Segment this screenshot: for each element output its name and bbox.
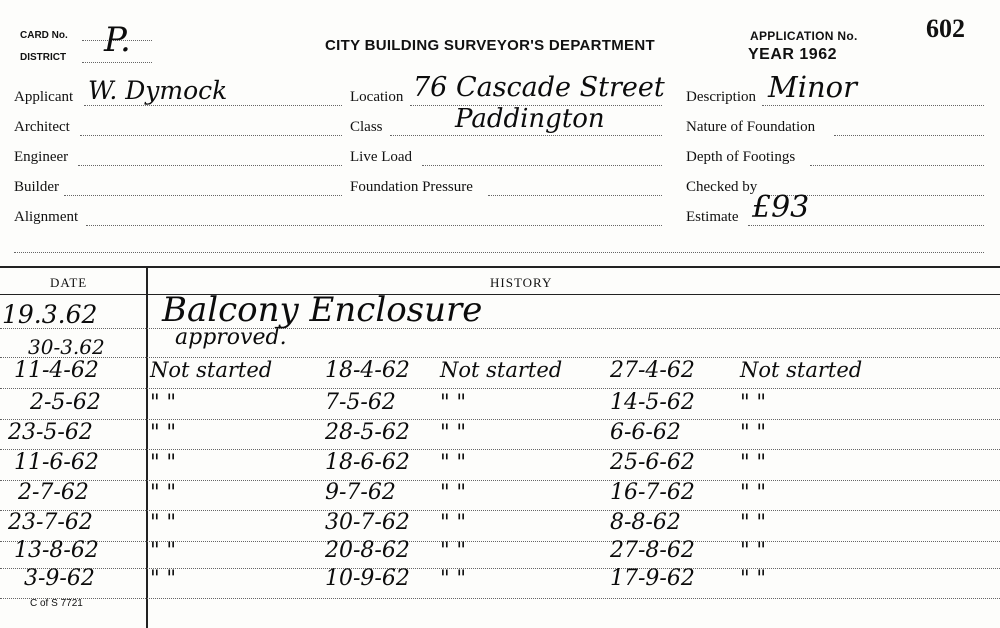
form-code: C of S 7721 xyxy=(30,598,83,609)
inspection-date-2: 7-5-62 xyxy=(325,390,396,415)
inspection-date: 3-9-62 xyxy=(24,566,95,591)
district-line xyxy=(82,62,152,63)
location-label: Location xyxy=(350,89,404,105)
applicant-line xyxy=(84,105,342,106)
inspection-status-1: " " xyxy=(150,390,176,414)
inspection-status-1: " " xyxy=(150,538,176,562)
history-column-header: HISTORY xyxy=(490,275,553,290)
inspection-date-3: 25-6-62 xyxy=(610,450,695,475)
history-header-rule xyxy=(0,294,1000,295)
history-ruled-line xyxy=(0,388,1000,389)
estimate-label: Estimate xyxy=(686,209,739,225)
class-value: Paddington xyxy=(455,104,605,134)
inspection-date-3: 27-4-62 xyxy=(610,358,695,383)
inspection-date-2: 18-4-62 xyxy=(325,358,410,383)
inspection-date-3: 16-7-62 xyxy=(610,480,695,505)
description-value: Minor xyxy=(768,70,857,104)
builder-line xyxy=(64,195,342,196)
inspection-date-3: 6-6-62 xyxy=(610,420,681,445)
inspection-status-2: " " xyxy=(440,450,466,474)
inspection-status-2: " " xyxy=(440,566,466,590)
inspection-status-1: " " xyxy=(150,510,176,534)
inspection-status-3: " " xyxy=(740,450,766,474)
description-entry-text: Balcony Enclosure xyxy=(162,290,483,330)
inspection-date-2: 18-6-62 xyxy=(325,450,410,475)
depth-of-footings-line xyxy=(810,165,984,166)
application-label: APPLICATION No. xyxy=(750,29,858,43)
inspection-date-2: 30-7-62 xyxy=(325,510,410,535)
inspection-date: 11-6-62 xyxy=(14,450,99,475)
builder-label: Builder xyxy=(14,179,59,195)
inspection-status-3: " " xyxy=(740,566,766,590)
inspection-status-3: " " xyxy=(740,480,766,504)
inspection-status-2: " " xyxy=(440,538,466,562)
alignment-label: Alignment xyxy=(14,209,79,225)
inspection-date-2: 28-5-62 xyxy=(325,420,410,445)
inspection-status-3: " " xyxy=(740,510,766,534)
description-label: Description xyxy=(686,89,756,105)
inspection-status-1: Not started xyxy=(150,358,273,382)
card-no-label: CARD No. xyxy=(20,30,68,41)
inspection-date-3: 14-5-62 xyxy=(610,390,695,415)
live-load-line xyxy=(422,165,662,166)
inspection-date-3: 27-8-62 xyxy=(610,538,695,563)
architect-line xyxy=(80,135,342,136)
blank-line xyxy=(14,252,984,253)
inspection-date-2: 9-7-62 xyxy=(325,480,396,505)
application-number: 602 xyxy=(926,14,965,43)
nature-of-foundation-line xyxy=(834,135,984,136)
date-column-header: DATE xyxy=(50,275,88,290)
inspection-status-2: " " xyxy=(440,420,466,444)
inspection-status-3: " " xyxy=(740,420,766,444)
inspection-status-1: " " xyxy=(150,480,176,504)
inspection-date-2: 10-9-62 xyxy=(325,566,410,591)
inspection-status-2: " " xyxy=(440,510,466,534)
live-load-label: Live Load xyxy=(350,149,413,165)
history-ruled-line xyxy=(0,328,1000,329)
inspection-status-1: " " xyxy=(150,566,176,590)
history-ruled-line xyxy=(0,598,1000,599)
district-value: P. xyxy=(104,20,131,60)
approval-entry-text: approved. xyxy=(175,325,287,350)
engineer-line xyxy=(78,165,342,166)
inspection-status-1: " " xyxy=(150,450,176,474)
history-top-rule xyxy=(0,266,1000,268)
department-title: CITY BUILDING SURVEYOR'S DEPARTMENT xyxy=(325,37,655,54)
class-line xyxy=(390,135,662,136)
district-label: DISTRICT xyxy=(20,52,67,63)
applicant-label: Applicant xyxy=(14,89,74,105)
inspection-status-2: " " xyxy=(440,390,466,414)
approval-entry-date: 30-3.62 xyxy=(28,335,105,359)
inspection-status-1: " " xyxy=(150,420,176,444)
inspection-date: 2-7-62 xyxy=(18,480,89,505)
location-value: 76 Cascade Street xyxy=(413,72,665,103)
inspection-status-2: Not started xyxy=(440,358,563,382)
inspection-date: 11-4-62 xyxy=(14,358,99,383)
description-entry-date: 19.3.62 xyxy=(2,300,98,329)
inspection-date-3: 17-9-62 xyxy=(610,566,695,591)
inspection-date: 2-5-62 xyxy=(30,390,101,415)
engineer-label: Engineer xyxy=(14,149,69,165)
estimate-value: £93 xyxy=(752,190,810,225)
estimate-line xyxy=(748,225,984,226)
depth-of-footings-label: Depth of Footings xyxy=(686,149,796,165)
inspection-date: 13-8-62 xyxy=(14,538,99,563)
inspection-date-3: 8-8-62 xyxy=(610,510,681,535)
class-label: Class xyxy=(350,119,383,135)
nature-of-foundation-label: Nature of Foundation xyxy=(686,119,816,135)
inspection-date-2: 20-8-62 xyxy=(325,538,410,563)
inspection-status-2: " " xyxy=(440,480,466,504)
architect-label: Architect xyxy=(14,119,70,135)
applicant-value: W. Dymock xyxy=(88,76,228,105)
year-label: YEAR 1962 xyxy=(748,46,837,63)
checked-by-label: Checked by xyxy=(686,179,758,195)
date-column-divider xyxy=(146,268,148,628)
inspection-status-3: " " xyxy=(740,538,766,562)
description-line xyxy=(762,105,984,106)
foundation-pressure-line xyxy=(488,195,662,196)
inspection-status-3: " " xyxy=(740,390,766,414)
alignment-line xyxy=(86,225,662,226)
foundation-pressure-label: Foundation Pressure xyxy=(350,179,473,195)
inspection-status-3: Not started xyxy=(740,358,863,382)
inspection-date: 23-5-62 xyxy=(8,420,93,445)
inspection-date: 23-7-62 xyxy=(8,510,93,535)
